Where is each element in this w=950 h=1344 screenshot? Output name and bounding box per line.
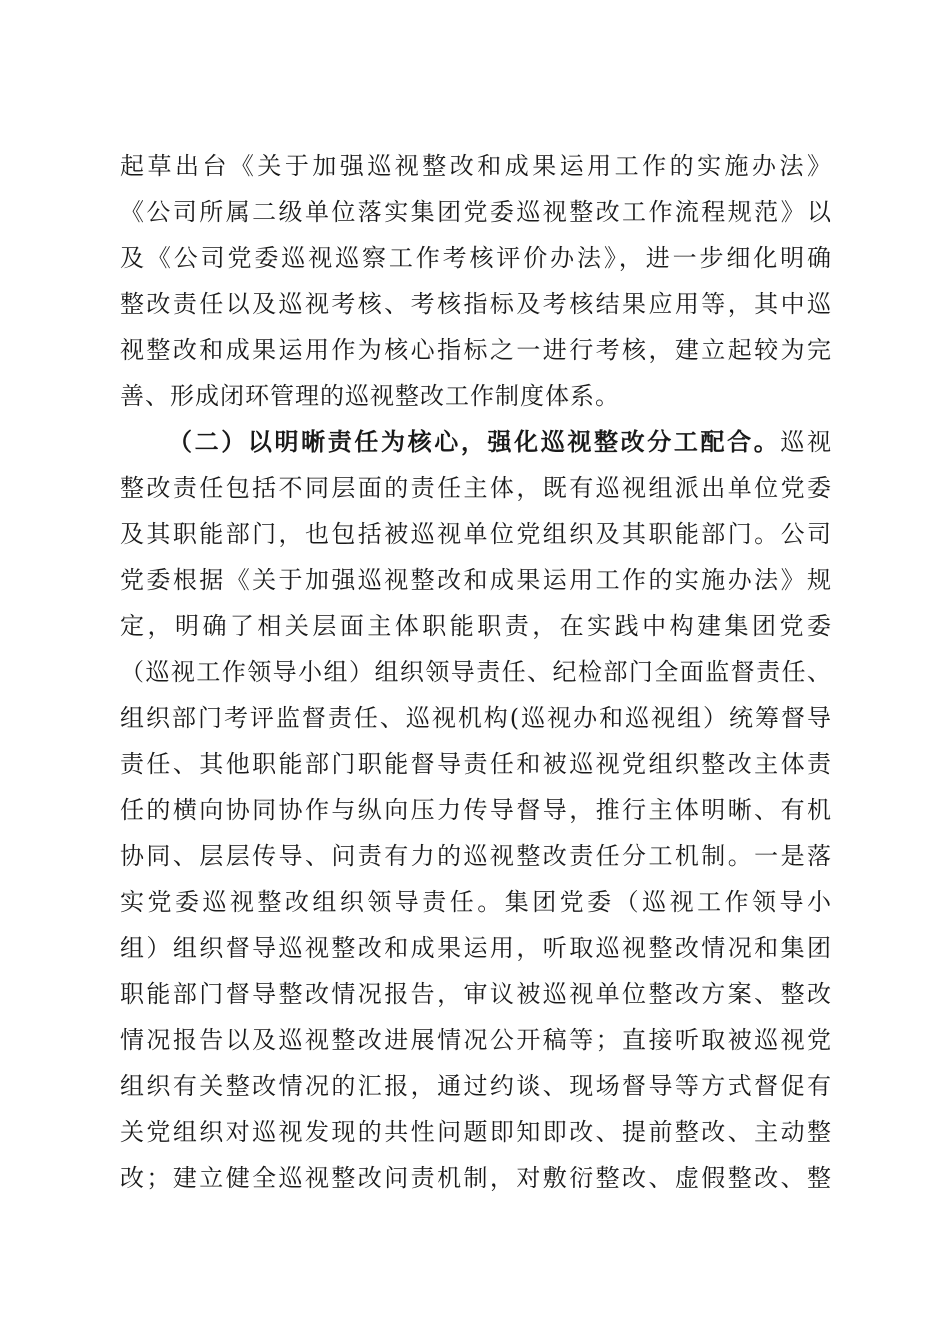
text-line: 组）组织督导巡视整改和成果运用，听取巡视整改情况和集团 xyxy=(120,934,832,962)
text-line: 情况报告以及巡视整改进展情况公开稿等；直接听取被巡视党 xyxy=(120,1026,832,1054)
text-line: 及其职能部门，也包括被巡视单位党组织及其职能部门。公司 xyxy=(120,520,832,548)
text-line: 整改责任以及巡视考核、考核指标及考核结果应用等，其中巡 xyxy=(120,290,832,318)
text-line: 善、形成闭环管理的巡视整改工作制度体系。 xyxy=(120,382,620,410)
text-line: 定，明确了相关层面主体职能职责，在实践中构建集团党委 xyxy=(120,612,832,640)
text-line: 实党委巡视整改组织领导责任。集团党委（巡视工作领导小 xyxy=(120,888,832,916)
text-line: 《公司所属二级单位落实集团党委巡视整改工作流程规范》以 xyxy=(120,198,832,226)
text-line: 职能部门督导整改情况报告，审议被巡视单位整改方案、整改 xyxy=(120,980,832,1008)
text-line: 协同、层层传导、问责有力的巡视整改责任分工机制。一是落 xyxy=(120,842,832,870)
section-heading: （二）以明晰责任为核心，强化巡视整改分工配合。 xyxy=(168,427,781,456)
document-body xyxy=(120,143,832,1201)
text-line: 起草出台《关于加强巡视整改和成果运用工作的实施办法》 xyxy=(120,152,832,180)
text-line: 改；建立健全巡视整改问责机制，对敷衍整改、虚假整改、整 xyxy=(120,1164,832,1192)
text-line: 组织有关整改情况的汇报，通过约谈、现场督导等方式督促有 xyxy=(120,1072,832,1100)
text-line: 党委根据《关于加强巡视整改和成果运用工作的实施办法》规 xyxy=(120,566,832,594)
heading-line-tail: 巡视 xyxy=(780,428,832,456)
text-line: 任的横向协同协作与纵向压力传导督导，推行主体明晰、有机 xyxy=(120,796,832,824)
text-line: （巡视工作领导小组）组织领导责任、纪检部门全面监督责任、 xyxy=(120,658,832,686)
text-line: 责任、其他职能部门职能督导责任和被巡视党组织整改主体责 xyxy=(120,750,832,778)
text-line: 视整改和成果运用作为核心指标之一进行考核，建立起较为完 xyxy=(120,336,832,364)
section-heading-line xyxy=(120,419,832,465)
text-line: 整改责任包括不同层面的责任主体，既有巡视组派出单位党委 xyxy=(120,474,832,502)
text-line: 及《公司党委巡视巡察工作考核评价办法》，进一步细化明确 xyxy=(120,244,832,272)
text-line: 关党组织对巡视发现的共性问题即知即改、提前整改、主动整 xyxy=(120,1118,832,1146)
text-line: 组织部门考评监督责任、巡视机构(巡视办和巡视组）统筹督导 xyxy=(120,704,832,732)
